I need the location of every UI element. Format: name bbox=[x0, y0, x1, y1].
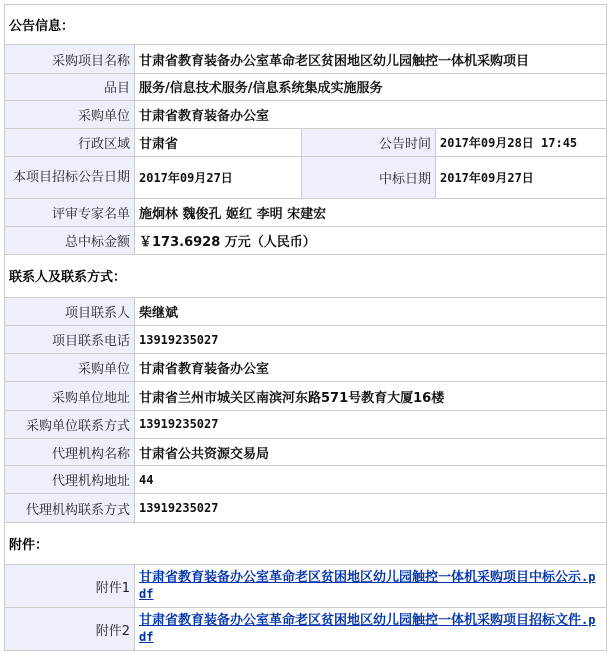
agency-name-label: 代理机构名称 bbox=[5, 438, 135, 465]
experts-label: 评审专家名单 bbox=[5, 198, 135, 226]
tender-date-value: 2017年09月27日 bbox=[135, 157, 302, 198]
project-name-value: 甘肃省教育装备办公室革命老区贫困地区幼儿园触控一体机采购项目 bbox=[135, 45, 607, 73]
amount-label: 总中标金额 bbox=[5, 227, 135, 255]
purchaser-address-value: 甘肃省兰州市城关区南滨河东路571号教育大厦16楼 bbox=[135, 382, 607, 410]
region-label: 行政区域 bbox=[5, 129, 135, 157]
contact-purchaser-label: 采购单位 bbox=[5, 354, 135, 382]
award-date-value: 2017年09月27日 bbox=[436, 157, 607, 198]
announcement-table bbox=[4, 4, 607, 651]
purchaser-value: 甘肃省教育装备办公室 bbox=[135, 100, 607, 128]
agency-name-value: 甘肃省公共资源交易局 bbox=[135, 438, 607, 465]
attachment-2-cell bbox=[135, 608, 607, 651]
contact-phone-label: 项目联系电话 bbox=[5, 325, 135, 353]
purchaser-label: 采购单位 bbox=[5, 100, 135, 128]
attachment-1-cell bbox=[135, 565, 607, 608]
section-title-attachments: 附件： bbox=[5, 522, 607, 564]
purchaser-contact-value: 13919235027 bbox=[135, 410, 607, 438]
section-title-contact: 联系人及联系方式： bbox=[5, 255, 607, 297]
section-title-announcement: 公告信息： bbox=[5, 5, 607, 45]
attachment-2-link[interactable] bbox=[139, 612, 602, 646]
publish-time-value: 2017年09月28日 17:45 bbox=[436, 129, 607, 157]
category-label: 品目 bbox=[5, 73, 135, 100]
agency-address-label: 代理机构地址 bbox=[5, 466, 135, 494]
category-value: 服务/信息技术服务/信息系统集成实施服务 bbox=[135, 73, 607, 100]
agency-contact-label: 代理机构联系方式 bbox=[5, 494, 135, 522]
attachment-1-label: 附件1 bbox=[5, 565, 135, 608]
purchaser-contact-label: 采购单位联系方式 bbox=[5, 410, 135, 438]
purchaser-address-label: 采购单位地址 bbox=[5, 382, 135, 410]
contact-purchaser-value: 甘肃省教育装备办公室 bbox=[135, 354, 607, 382]
attachment-1-ext: .pdf bbox=[139, 570, 596, 602]
contact-phone-value: 13919235027 bbox=[135, 325, 607, 353]
agency-contact-value: 13919235027 bbox=[135, 494, 607, 522]
project-name-label: 采购项目名称 bbox=[5, 45, 135, 73]
agency-address-value: 44 bbox=[135, 466, 607, 494]
contact-person-label: 项目联系人 bbox=[5, 297, 135, 325]
attachment-2-label: 附件2 bbox=[5, 608, 135, 651]
amount-value: ￥173.6928 万元（人民币） bbox=[135, 227, 607, 255]
award-date-label: 中标日期 bbox=[302, 157, 436, 198]
attachment-2-name: 甘肃省教育装备办公室革命老区贫困地区幼儿园触控一体机采购项目招标文件 bbox=[139, 613, 582, 629]
region-value: 甘肃省 bbox=[135, 129, 302, 157]
publish-time-label: 公告时间 bbox=[302, 129, 436, 157]
attachment-1-name: 甘肃省教育装备办公室革命老区贫困地区幼儿园触控一体机采购项目中标公示 bbox=[139, 570, 582, 586]
tender-date-label: 本项目招标公告日期 bbox=[5, 157, 135, 198]
attachment-1-link[interactable] bbox=[139, 569, 602, 603]
experts-value: 施炯林 魏俊孔 姬红 李明 宋建宏 bbox=[135, 198, 607, 226]
contact-person-value: 柴继斌 bbox=[135, 297, 607, 325]
attachment-2-ext: .pdf bbox=[139, 613, 596, 645]
